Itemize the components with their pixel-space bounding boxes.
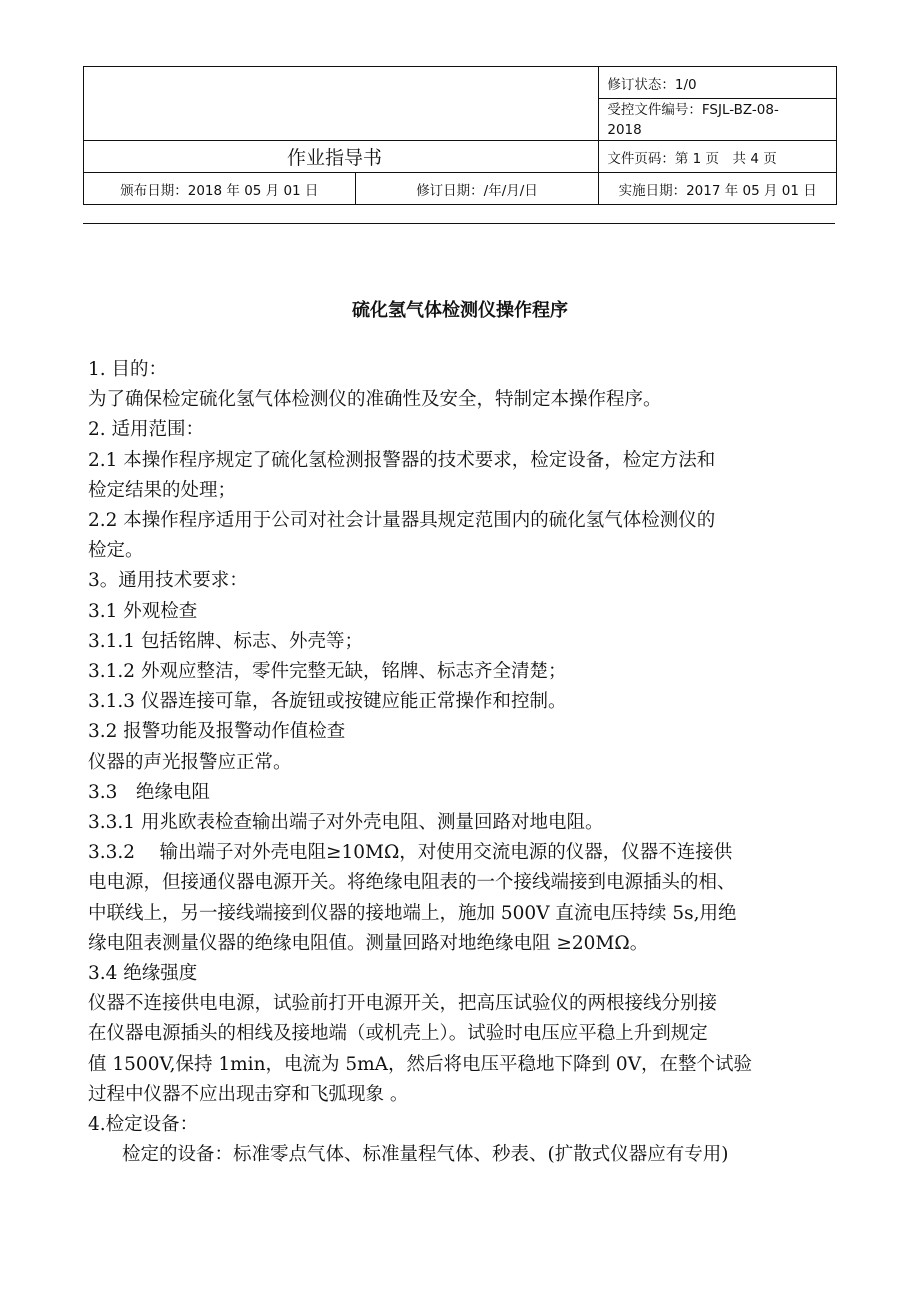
- body-line: 为了确保检定硫化氢气体检测仪的准确性及安全，特制定本操作程序。: [88, 389, 662, 411]
- body-line: 值 1500V,保持 1min，电流为 5mA，然后将电压平稳地下降到 0V，在整个试验: [88, 1053, 753, 1075]
- body-line: 在仪器电源插头的相线及接地端（或机壳上）。试验时电压应平稳上升到规定: [88, 1023, 708, 1045]
- body-line: 3.4 绝缘强度: [88, 963, 198, 985]
- body-line: 3.2 报警功能及报警动作值检查: [88, 721, 346, 743]
- body-line: 仪器不连接供电电源，试验前打开电源开关，把高压试验仪的两根接线分别接: [88, 993, 718, 1015]
- controlled-doc-number-line1: 受控文件编号：FSJL-BZ-08-: [607, 101, 779, 118]
- revision-status: 修订状态：1/0: [599, 67, 837, 99]
- body-line: 电电源，但接通仪器电源开关。将绝缘电阻表的一个接线端接到电源插头的相、: [88, 872, 736, 894]
- body-line: 3.3.1 用兆欧表检查输出端子对外壳电阻、测量回路对地电阻。: [88, 812, 604, 834]
- body-line: 检定结果的处理；: [88, 479, 237, 501]
- body-line: 3.1.1 包括铭牌、标志、外壳等；: [88, 630, 363, 652]
- page-info: 文件页码：第 1 页 共 4 页: [599, 141, 837, 173]
- body-line: 3.1 外观检查: [88, 600, 198, 622]
- body-line: 3.3.2 输出端子对外壳电阻≥10MΩ，对使用交流电源的仪器，仪器不连接供: [88, 842, 733, 864]
- body-line: 检定的设备：标准零点气体、标准量程气体、秒表、(扩散式仪器应有专用): [122, 1144, 729, 1166]
- body-line: 缘电阻表测量仪器的绝缘电阻值。测量回路对地绝缘电阻 ≥20MΩ。: [88, 932, 649, 954]
- doc-type-title: 作业指导书: [84, 141, 599, 173]
- body-line: 2.2 本操作程序适用于公司对社会计量器具规定范围内的硫化氢气体检测仪的: [88, 510, 716, 532]
- body-line: 3。通用技术要求：: [88, 570, 248, 592]
- controlled-doc-number-line2: 2018: [607, 121, 642, 138]
- body-line: 3.3 绝缘电阻: [88, 781, 210, 803]
- body-line: 3.1.2 外观应整洁，零件完整无缺，铭牌、标志齐全清楚；: [88, 661, 567, 683]
- body-line: 检定。: [88, 540, 144, 562]
- body-line: 1. 目的：: [88, 359, 168, 380]
- body-line: 过程中仪器不应出现击穿和飞弧现象 。: [88, 1083, 409, 1105]
- body-line: 仪器的声光报警应正常。: [88, 751, 292, 773]
- body-line: 2.1 本操作程序规定了硫化氢检测报警器的技术要求，检定设备，检定方法和: [88, 449, 716, 471]
- document-header-table: [83, 66, 837, 205]
- body-line: 3.1.3 仪器连接可靠，各旋钮或按键应能正常操作和控制。: [88, 691, 567, 713]
- revise-date: 修订日期：/年/月/日: [355, 173, 599, 205]
- body-line: 2. 适用范围：: [88, 419, 205, 441]
- document-title: 硫化氢气体检测仪操作程序: [352, 300, 568, 321]
- effective-date: 实施日期：2017 年 05 月 01 日: [599, 173, 837, 205]
- body-line: 中联线上，另一接线端接到仪器的接地端上，施加 500V 直流电压持续 5s,用绝: [88, 902, 737, 924]
- document-body: [88, 355, 843, 1170]
- header-blank-cell: [84, 67, 599, 141]
- controlled-doc-number: [599, 99, 837, 141]
- body-line: 4.检定设备：: [88, 1114, 199, 1136]
- header-divider: [83, 223, 835, 224]
- issue-date: 颁布日期：2018 年 05 月 01 日: [84, 173, 356, 205]
